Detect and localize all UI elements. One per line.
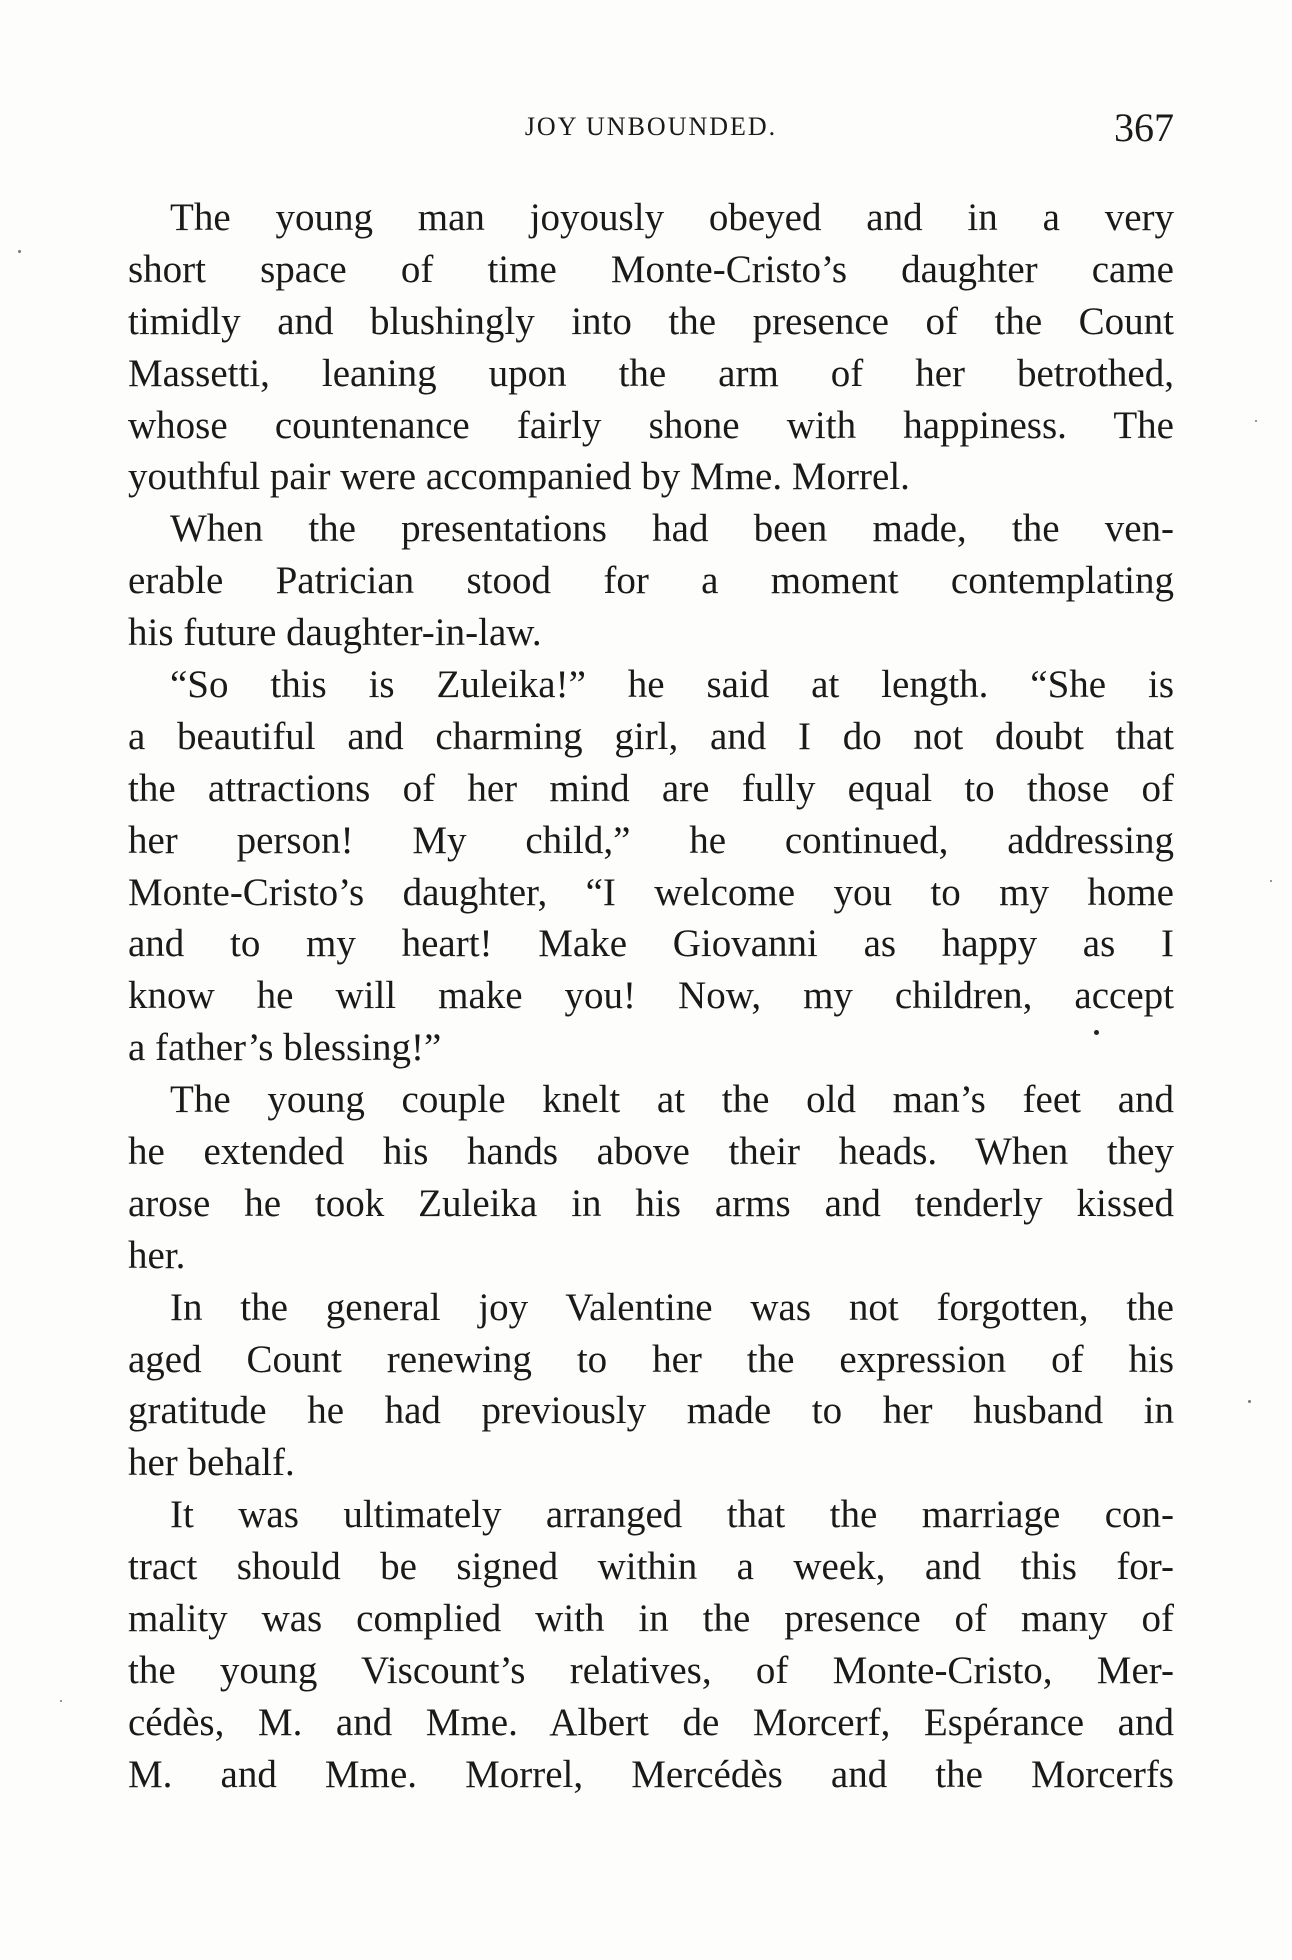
text-line: arose he took Zuleika in his arms and tenderly kissed <box>128 1181 1174 1225</box>
text-line: youthful pair were accompanied by Mme. Morrel. <box>128 455 910 499</box>
scan-speck <box>1255 420 1257 422</box>
text-line: The young man joyously obeyed and in a very <box>170 196 1174 239</box>
text-line: a beautiful and charming girl, and I do not doubt that <box>128 714 1174 758</box>
scan-speck <box>1094 1030 1099 1035</box>
text-line: gratitude he had previously made to her husband in <box>128 1389 1174 1433</box>
text-line: erable Patrician stood for a moment contemplating <box>128 559 1174 603</box>
scan-speck <box>1270 880 1272 882</box>
running-head <box>128 104 1174 152</box>
text-line: Massetti, leaning upon the arm of her betrothed, <box>128 351 1174 395</box>
text-line: her behalf. <box>128 1441 295 1485</box>
text-line: In the general joy Valentine was not forgotten, the <box>170 1285 1174 1329</box>
text-line: her. <box>128 1233 186 1277</box>
text-line: The young couple knelt at the old man’s feet and <box>170 1078 1174 1122</box>
text-line: Monte-Cristo’s daughter, “I welcome you to my home <box>128 870 1174 914</box>
scan-speck <box>60 1700 62 1702</box>
text-body <box>128 192 1174 1801</box>
text-line: a father’s blessing!” <box>128 1026 442 1070</box>
text-line: timidly and blushingly into the presence of the Count <box>128 299 1174 343</box>
text-line: cédès, M. and Mme. Albert de Morcerf, Espérance and <box>128 1700 1174 1744</box>
text-line: the attractions of her mind are fully equal to those of <box>128 766 1174 810</box>
text-line: his future daughter-in-law. <box>128 611 542 655</box>
text-line: aged Count renewing to her the expression of his <box>128 1337 1174 1381</box>
page-number: 367 <box>1114 105 1174 150</box>
text-line: and to my heart! Make Giovanni as happy as I <box>128 922 1174 966</box>
text-line: tract should be signed within a week, and this for- <box>128 1545 1174 1589</box>
text-line: her person! My child,” he continued, addressing <box>128 818 1174 862</box>
text-line: When the presentations had been made, the ven- <box>170 507 1174 551</box>
text-line: “So this is Zuleika!” he said at length. “She is <box>170 663 1174 707</box>
text-line: It was ultimately arranged that the marriage con- <box>170 1493 1174 1537</box>
running-title: JOY UNBOUNDED. <box>524 112 778 141</box>
scan-speck <box>18 250 21 253</box>
text-line: he extended his hands above their heads. When they <box>128 1130 1174 1174</box>
text-line: short space of time Monte-Cristo’s daughter came <box>128 247 1174 291</box>
text-line: M. and Mme. Morrel, Mercédès and the Morcerfs <box>128 1752 1174 1796</box>
scan-speck <box>1248 1400 1251 1403</box>
text-line: mality was complied with in the presence of many of <box>128 1597 1174 1641</box>
text-line: whose countenance fairly shone with happiness. The <box>128 403 1174 447</box>
text-line: know he will make you! Now, my children, accept <box>128 974 1174 1018</box>
text-line: the young Viscount’s relatives, of Monte-Cristo, Mer- <box>128 1648 1174 1692</box>
